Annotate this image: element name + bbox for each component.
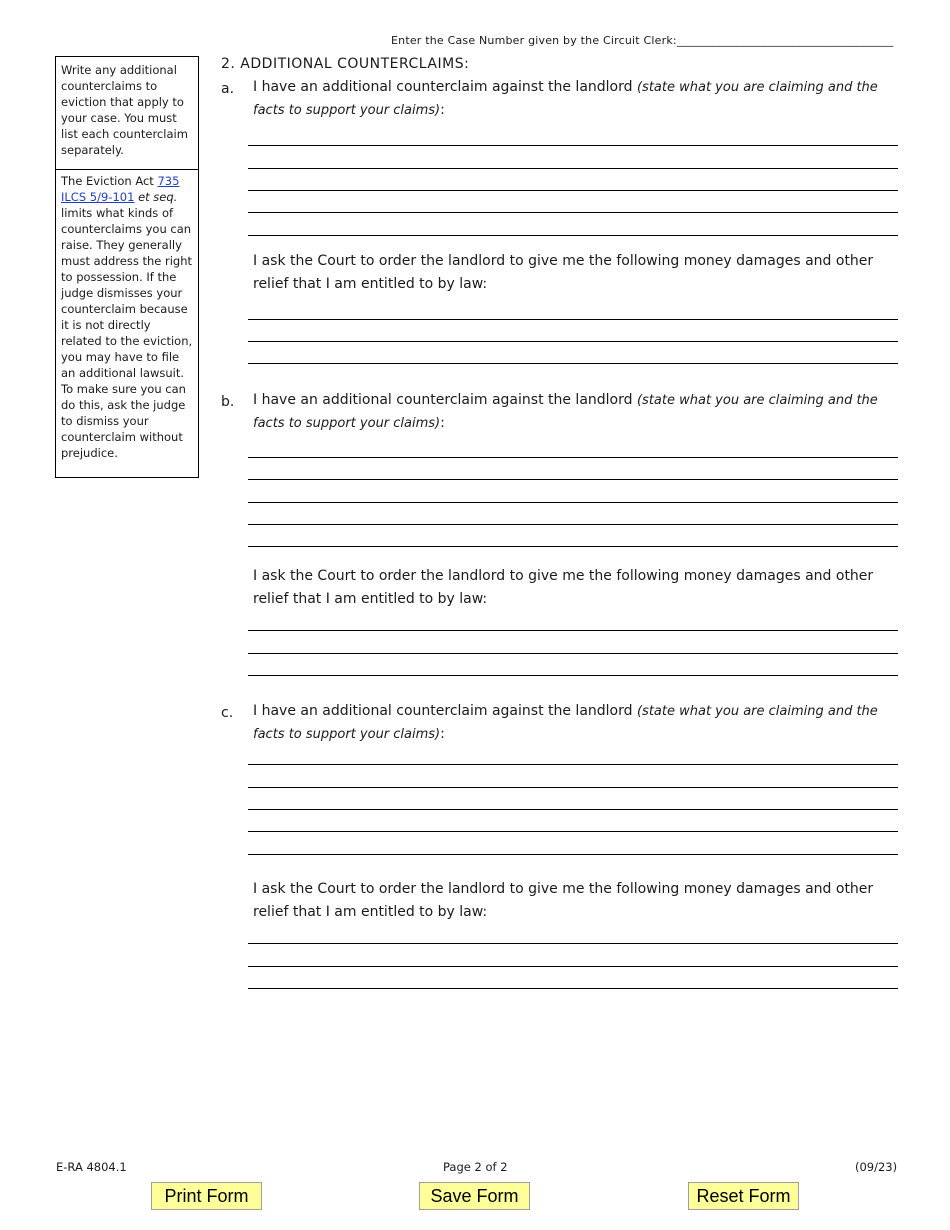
claim-answer-line[interactable]: [248, 809, 898, 810]
case-number-field[interactable]: ______________________________________: [676, 34, 894, 47]
sidebar-instructions: [55, 56, 199, 478]
relief-answer-line[interactable]: [248, 630, 898, 631]
relief-answer-line[interactable]: [248, 319, 898, 320]
claim-prompt: [253, 76, 898, 122]
claim-prompt-text: I have an additional counterclaim against the landlord: [253, 703, 637, 719]
claim-prompt-italic: (state what you are claiming and the facts to support your claims): [253, 80, 878, 118]
claim-answer-line[interactable]: [248, 479, 898, 480]
save-form-button[interactable]: Save Form: [419, 1182, 530, 1210]
relief-prompt: I ask the Court to order the landlord to give me the following money damages and other relief that I am entitled to by law:: [253, 253, 874, 292]
claim-prompt-suffix: :: [440, 102, 445, 118]
claim-prompt-italic: (state what you are claiming and the facts to support your claims): [253, 393, 878, 431]
item-letter: b.: [221, 394, 235, 410]
claim-answer-line[interactable]: [248, 212, 898, 213]
case-number-line: [391, 34, 901, 47]
claim-prompt-suffix: :: [440, 726, 445, 742]
claim-answer-line[interactable]: [248, 457, 898, 458]
claim-answer-line[interactable]: [248, 235, 898, 236]
claim-answer-line[interactable]: [248, 831, 898, 832]
relief-answer-line[interactable]: [248, 341, 898, 342]
claim-answer-line[interactable]: [248, 502, 898, 503]
relief-prompt: I ask the Court to order the landlord to give me the following money damages and other relief that I am entitled to by law:: [253, 568, 874, 607]
claim-answer-line[interactable]: [248, 524, 898, 525]
relief-answer-line[interactable]: [248, 363, 898, 364]
page-number: Page 2 of 2: [443, 1160, 508, 1174]
sidebar-law-box: [56, 170, 198, 477]
relief-answer-line[interactable]: [248, 653, 898, 654]
relief-answer-line[interactable]: [248, 966, 898, 967]
claim-answer-line[interactable]: [248, 787, 898, 788]
relief-prompt: I ask the Court to order the landlord to give me the following money damages and other relief that I am entitled to by law:: [253, 881, 874, 920]
claim-answer-line[interactable]: [248, 764, 898, 765]
item-letter: a.: [221, 81, 235, 97]
claim-answer-line[interactable]: [248, 168, 898, 169]
claim-prompt: [253, 389, 898, 435]
sidebar-note-text: Write any additional counterclaims to eviction that apply to your case. You must list each counterclaim separately.: [61, 63, 188, 157]
claim-answer-line[interactable]: [248, 854, 898, 855]
claim-answer-line[interactable]: [248, 190, 898, 191]
revision-date: (09/23): [855, 1160, 898, 1174]
section-title: 2. ADDITIONAL COUNTERCLAIMS:: [221, 56, 470, 72]
law-text: limits what kinds of counterclaims you can raise. They generally must address the right to possession. If the judge dismisses your counterclaim because it is not directly related to the eviction, you may have to file an additional lawsuit. To make sure you can do this, ask the judge to dismiss your counterclaim without prejudice.: [61, 206, 193, 460]
statute-link[interactable]: 735 ILCS 5/9-101: [61, 174, 180, 204]
claim-answer-line[interactable]: [248, 145, 898, 146]
relief-answer-line[interactable]: [248, 675, 898, 676]
claim-prompt-suffix: :: [440, 415, 445, 431]
item-letter: c.: [221, 705, 234, 721]
claim-prompt-text: I have an additional counterclaim against the landlord: [253, 392, 637, 408]
law-prefix: The Eviction Act: [61, 174, 158, 188]
relief-answer-line[interactable]: [248, 943, 898, 944]
sidebar-note-box: [56, 57, 198, 170]
claim-prompt-italic: (state what you are claiming and the facts to support your claims): [253, 704, 878, 742]
law-italic: et seq.: [138, 190, 178, 204]
claim-prompt-text: I have an additional counterclaim against the landlord: [253, 79, 637, 95]
print-form-button[interactable]: Print Form: [151, 1182, 262, 1210]
form-code: E-RA 4804.1: [56, 1160, 127, 1174]
relief-answer-line[interactable]: [248, 988, 898, 989]
case-number-label: Enter the Case Number given by the Circuit Clerk:: [391, 34, 677, 47]
claim-prompt: [253, 700, 898, 746]
reset-form-button[interactable]: Reset Form: [688, 1182, 799, 1210]
claim-answer-line[interactable]: [248, 546, 898, 547]
